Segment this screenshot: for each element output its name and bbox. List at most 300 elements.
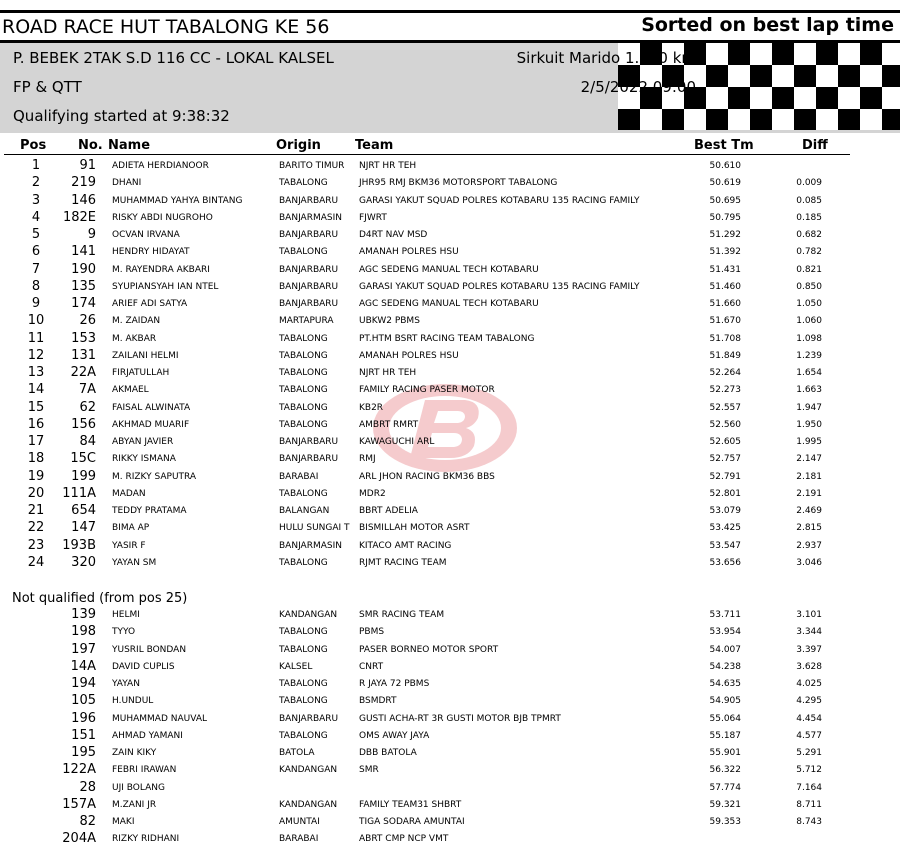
cell-no: 198 (71, 624, 96, 640)
cell-no: 22A (70, 365, 96, 380)
cell-best: 50.795 (709, 212, 741, 223)
result-row (0, 469, 900, 486)
cell-name: FEBRI IRAWAN (112, 765, 177, 776)
cell-team: RJMT RACING TEAM (359, 557, 447, 568)
cell-origin: TABALONG (279, 644, 328, 655)
cell-no: 105 (71, 693, 96, 709)
cell-best: 54.007 (709, 644, 741, 655)
flag-square (860, 43, 882, 65)
cell-diff: 7.164 (796, 782, 822, 793)
cell-origin: BANJARBARU (279, 713, 339, 724)
cell-name: MUHAMMAD NAUVAL (112, 713, 207, 724)
flag-square (794, 87, 816, 109)
cell-name: AKHMAD MUARIF (112, 419, 190, 430)
cell-diff: 1.995 (796, 437, 822, 447)
cell-name: HENDRY HIDAYAT (112, 247, 190, 258)
cell-best: 55.187 (709, 730, 741, 741)
cell-origin: TABALONG (279, 557, 328, 568)
flag-square (860, 109, 882, 130)
cell-origin: BANJARBARU (279, 264, 339, 275)
cell-name: SYUPIANSYAH IAN NTEL (112, 281, 219, 292)
cell-name: RIKKY ISMANA (112, 454, 176, 465)
cell-name: DHANI (112, 178, 142, 189)
cell-diff: 4.577 (796, 730, 822, 741)
cell-best: 50.695 (709, 195, 741, 206)
cell-origin: BANJARBARU (279, 230, 339, 240)
cell-origin: MARTAPURA (279, 316, 334, 327)
cell-no: 194 (71, 676, 96, 691)
cell-no: 147 (71, 520, 96, 536)
result-row (0, 193, 900, 210)
cell-no: 157A (62, 796, 96, 812)
cell-diff: 3.344 (796, 627, 822, 638)
cell-diff: 4.295 (796, 696, 822, 707)
cell-name: FAISAL ALWINATA (112, 402, 191, 413)
cell-team: PT.HTM BSRT RACING TEAM TABALONG (359, 333, 535, 344)
cell-diff: 0.185 (796, 212, 822, 223)
cell-name: BIMA AP (112, 523, 150, 534)
cell-origin: KALSEL (279, 661, 313, 672)
cell-origin: KANDANGAN (279, 610, 338, 620)
cell-name: UJI BOLANG (112, 782, 165, 793)
result-row (0, 279, 900, 296)
cell-diff: 2.181 (796, 471, 822, 482)
cell-team: BISMILLAH MOTOR ASRT (359, 523, 470, 534)
cell-pos: 9 (31, 296, 41, 311)
flag-square (838, 65, 860, 87)
cell-origin: TABALONG (279, 730, 328, 741)
result-row (0, 331, 900, 348)
col-name: Name (108, 138, 151, 153)
cell-diff: 3.101 (796, 610, 822, 620)
cell-name: YAYAN (112, 679, 140, 689)
cell-name: AKMAEL (112, 385, 149, 396)
cell-diff: 4.025 (796, 679, 822, 689)
cell-origin: TABALONG (279, 385, 328, 396)
cell-best: 52.791 (709, 471, 741, 482)
cell-origin: BALANGAN (279, 506, 330, 516)
cell-pos: 11 (27, 330, 45, 346)
cell-name: ABYAN JAVIER (112, 437, 174, 447)
cell-diff: 3.628 (796, 661, 822, 672)
result-row (0, 642, 900, 659)
cell-no: 193B (62, 537, 96, 553)
cell-best: 53.656 (709, 557, 741, 568)
cell-team: R JAYA 72 PBMS (359, 679, 430, 689)
cell-team: DBB BATOLA (359, 748, 417, 758)
cell-no: 62 (79, 399, 96, 415)
cell-team: FJWRT (359, 212, 387, 223)
cell-pos: 8 (31, 278, 41, 294)
flag-square (772, 87, 794, 109)
flag-square (772, 109, 794, 130)
flag-square (882, 43, 900, 65)
cell-diff: 4.454 (796, 713, 822, 724)
cell-team: AGC SEDENG MANUAL TECH KOTABARU (359, 264, 539, 275)
cell-team: ABRT CMP NCP VMT (359, 834, 449, 845)
cell-pos: 17 (27, 434, 45, 449)
cell-pos: 21 (27, 503, 45, 518)
cell-best: 51.660 (709, 299, 741, 309)
cell-name: YAYAN SM (112, 557, 157, 568)
cell-team: AMANAH POLRES HSU (359, 247, 459, 258)
cell-diff: 1.950 (796, 419, 822, 430)
event-title: ROAD RACE HUT TABALONG KE 56 (2, 16, 330, 38)
cell-team: AGC SEDENG MANUAL TECH KOTABARU (359, 299, 539, 309)
cell-no: 135 (71, 278, 96, 294)
flag-square (794, 65, 816, 87)
cell-diff: 3.397 (796, 644, 822, 655)
col-origin: Origin (276, 138, 321, 153)
cell-team: KB2R (359, 402, 384, 413)
cell-best: 59.353 (709, 817, 741, 827)
cell-origin: HULU SUNGAI T (279, 523, 350, 534)
header-rule (4, 154, 850, 155)
cell-no: 131 (71, 347, 96, 363)
cell-name: M. AKBAR (112, 333, 157, 344)
cell-name: RISKY ABDI NUGROHO (112, 212, 213, 223)
cell-diff: 1.947 (796, 402, 822, 413)
result-row (0, 348, 900, 365)
flag-square (750, 65, 772, 87)
cell-best: 53.954 (709, 627, 741, 638)
result-row (0, 313, 900, 330)
cell-origin: BANJARBARU (279, 195, 339, 206)
cell-diff: 2.147 (796, 454, 822, 465)
cell-team: GARASI YAKUT SQUAD POLRES KOTABARU 135 RACING FAMILY (359, 195, 640, 206)
cell-best: 56.322 (709, 765, 741, 776)
flag-square (750, 43, 772, 65)
cell-team: RMJ (359, 454, 376, 465)
cell-diff: 0.782 (796, 247, 822, 258)
flag-square (728, 65, 750, 87)
flag-square (860, 65, 882, 87)
cell-pos: 6 (31, 244, 41, 260)
col-pos: Pos (20, 138, 47, 153)
cell-name: ARIEF ADI SATYA (112, 299, 188, 309)
result-row (0, 831, 900, 848)
cell-team: SMR (359, 765, 379, 776)
cell-no: 195 (71, 745, 96, 760)
cell-origin: BANJARBARU (279, 437, 339, 447)
cell-origin: BANJARBARU (279, 281, 339, 292)
cell-origin: TABALONG (279, 178, 328, 189)
cell-no: 190 (71, 261, 96, 277)
cell-best: 50.619 (709, 178, 741, 189)
result-row (0, 814, 900, 831)
cell-team: FAMILY RACING PASER MOTOR (359, 385, 495, 396)
flag-square (706, 109, 728, 130)
cell-team: GUSTI ACHA-RT 3R GUSTI MOTOR BJB TPMRT (359, 713, 561, 724)
cell-team: TIGA SODARA AMUNTAI (359, 817, 465, 827)
cell-pos: 18 (27, 451, 45, 467)
cell-no: 320 (71, 554, 96, 570)
result-row (0, 451, 900, 468)
circuit-name: Sirkuit Marido 1.200 km (516, 49, 696, 67)
cell-origin: TABALONG (279, 679, 328, 689)
cell-name: TYYO (112, 627, 136, 638)
cell-name: M. RAYENDRA AKBARI (112, 264, 210, 275)
cell-pos: 14 (27, 382, 45, 398)
cell-best: 51.292 (709, 230, 741, 240)
cell-no: 151 (71, 727, 96, 743)
result-row (0, 676, 900, 693)
session-datetime: 2/5/2022 09:00 (580, 78, 696, 96)
cell-no: 111A (62, 485, 96, 501)
cell-origin: TABALONG (279, 419, 328, 430)
flag-square (816, 87, 838, 109)
result-row (0, 745, 900, 762)
cell-origin: TABALONG (279, 488, 328, 499)
result-row (0, 555, 900, 572)
cell-diff: 1.239 (796, 350, 822, 361)
cell-pos: 12 (27, 347, 45, 363)
cell-team: OMS AWAY JAYA (359, 730, 430, 741)
cell-diff: 3.046 (796, 557, 822, 568)
cell-name: ADIETA HERDIANOOR (112, 161, 209, 171)
cell-diff: 0.085 (796, 195, 822, 206)
cell-best: 52.273 (709, 385, 741, 396)
flag-square (882, 109, 900, 130)
flag-square (684, 109, 706, 130)
flag-square (882, 87, 900, 109)
cell-pos: 2 (31, 175, 41, 191)
result-row (0, 711, 900, 728)
cell-no: 84 (79, 434, 96, 449)
cell-origin: TABALONG (279, 402, 328, 413)
cell-team: AMANAH POLRES HSU (359, 350, 459, 361)
cell-origin: TABALONG (279, 350, 328, 361)
cell-name: ZAIN KIKY (112, 748, 157, 758)
flag-square (838, 109, 860, 130)
flag-square (816, 43, 838, 65)
cell-no: 141 (71, 244, 96, 260)
flag-square (860, 87, 882, 109)
cell-diff: 0.821 (796, 264, 822, 275)
cell-pos: 7 (31, 261, 41, 277)
cell-origin: BANJARMASIN (279, 540, 342, 551)
cell-team: FAMILY TEAM31 SHBRT (359, 799, 462, 810)
result-row (0, 520, 900, 537)
cell-pos: 10 (27, 313, 45, 329)
cell-no: 146 (71, 192, 96, 208)
class-name: P. BEBEK 2TAK S.D 116 CC - LOKAL KALSEL (13, 49, 334, 67)
result-row (0, 624, 900, 641)
cell-no: 26 (79, 313, 96, 329)
cell-origin: TABALONG (279, 696, 328, 707)
result-row (0, 728, 900, 745)
cell-pos: 16 (27, 416, 45, 432)
cell-team: ARL JHON RACING BKM36 BBS (359, 471, 495, 482)
cell-best: 54.905 (709, 696, 741, 707)
cell-team: D4RT NAV MSD (359, 230, 428, 240)
cell-team: NJRT HR TEH (359, 368, 417, 378)
flag-square (706, 65, 728, 87)
cell-team: PBMS (359, 627, 385, 638)
cell-name: HELMI (112, 610, 140, 620)
col-team: Team (355, 138, 394, 153)
cell-team: BBRT ADELIA (359, 506, 418, 516)
cell-team: NJRT HR TEH (359, 161, 417, 171)
cell-origin: KANDANGAN (279, 799, 338, 810)
cell-no: 204A (62, 831, 96, 847)
cell-origin: TABALONG (279, 333, 328, 344)
cell-best: 53.425 (709, 523, 741, 534)
cell-pos: 5 (31, 227, 41, 242)
cell-best: 55.064 (709, 713, 741, 724)
cell-best: 53.079 (709, 506, 741, 516)
cell-team: AMBRT RMRT (359, 419, 419, 430)
cell-diff: 1.050 (796, 299, 822, 309)
cell-origin: BANJARMASIN (279, 212, 342, 223)
cell-diff: 2.815 (796, 523, 822, 534)
cell-team: KAWAGUCHI ARL (359, 437, 435, 447)
cell-best: 50.610 (709, 161, 741, 171)
cell-no: 174 (71, 296, 96, 311)
cell-name: M. ZAIDAN (112, 316, 161, 327)
result-row (0, 659, 900, 676)
result-row (0, 210, 900, 227)
cell-origin: BANJARBARU (279, 299, 339, 309)
cell-name: H.UNDUL (112, 696, 154, 707)
cell-no: 196 (71, 710, 96, 726)
result-row (0, 762, 900, 779)
sort-note: Sorted on best lap time (641, 14, 894, 36)
result-row (0, 538, 900, 555)
cell-name: RIZKY RIDHANI (112, 834, 180, 845)
cell-no: 153 (71, 330, 96, 346)
result-row (0, 486, 900, 503)
cell-origin: TABALONG (279, 368, 328, 378)
result-row (0, 780, 900, 797)
cell-name: YASIR F (112, 540, 146, 551)
cell-team: SMR RACING TEAM (359, 610, 445, 620)
cell-pos: 20 (27, 485, 45, 501)
cell-best: 51.849 (709, 350, 741, 361)
flag-square (728, 109, 750, 130)
cell-team: UBKW2 PBMS (359, 316, 420, 327)
cell-pos: 22 (27, 520, 45, 536)
cell-origin: KANDANGAN (279, 765, 338, 776)
cell-diff: 2.191 (796, 488, 822, 499)
cell-diff: 0.009 (796, 178, 822, 189)
col-no: No. (78, 138, 103, 153)
cell-diff: 8.743 (796, 817, 822, 827)
cell-no: 654 (71, 503, 96, 518)
result-row (0, 693, 900, 710)
flag-square (618, 109, 640, 130)
top-rule (0, 10, 900, 13)
cell-pos: 3 (31, 192, 41, 208)
cell-name: AHMAD YAMANI (112, 730, 183, 741)
cell-name: TEDDY PRATAMA (112, 506, 187, 516)
cell-no: 82 (79, 814, 96, 829)
flag-square (706, 43, 728, 65)
cell-best: 59.321 (709, 799, 741, 810)
cell-best: 52.557 (709, 402, 741, 413)
cell-name: MAKI (112, 817, 135, 827)
cell-no: 91 (79, 158, 96, 173)
result-row (0, 434, 900, 451)
flag-square (706, 87, 728, 109)
cell-name: YUSRIL BONDAN (112, 644, 187, 655)
flag-square (882, 65, 900, 87)
cell-best: 54.635 (709, 679, 741, 689)
cell-diff: 1.663 (796, 385, 822, 396)
cell-origin: TABALONG (279, 627, 328, 638)
cell-no: 199 (71, 468, 96, 484)
cell-diff: 2.937 (796, 540, 822, 551)
flag-square (662, 109, 684, 130)
cell-best: 51.460 (709, 281, 741, 292)
cell-best: 52.801 (709, 488, 741, 499)
cell-diff: 2.469 (796, 506, 822, 516)
cell-no: 122A (62, 762, 96, 778)
cell-no: 139 (71, 607, 96, 622)
cell-no: 15C (70, 451, 96, 467)
col-best: Best Tm (694, 138, 754, 153)
cell-best: 51.392 (709, 247, 741, 258)
result-row (0, 296, 900, 313)
cell-diff: 0.682 (796, 230, 822, 240)
cell-pos: 15 (27, 399, 45, 415)
cell-diff: 8.711 (796, 799, 822, 810)
cell-pos: 23 (27, 537, 45, 553)
cell-no: 7A (78, 382, 96, 398)
cell-name: MADAN (112, 488, 146, 499)
col-diff: Diff (802, 138, 828, 153)
cell-pos: 24 (27, 554, 45, 570)
cell-name: FIRJATULLAH (112, 368, 170, 378)
cell-name: M.ZANI JR (112, 799, 157, 810)
cell-no: 14A (70, 658, 96, 674)
result-row (0, 607, 900, 624)
cell-best: 54.238 (709, 661, 741, 672)
cell-no: 28 (79, 779, 96, 795)
cell-team: PASER BORNEO MOTOR SPORT (359, 644, 499, 655)
cell-pos: 1 (31, 158, 41, 173)
result-row (0, 158, 900, 175)
result-row (0, 244, 900, 261)
cell-team: BSMDRT (359, 696, 397, 707)
cell-diff: 5.712 (796, 765, 822, 776)
cell-name: ZAILANI HELMI (112, 350, 179, 361)
result-row (0, 227, 900, 244)
cell-best: 55.901 (709, 748, 741, 758)
flag-square (750, 87, 772, 109)
session-name: FP & QTT (13, 78, 82, 96)
cell-diff: 1.654 (796, 368, 822, 378)
cell-team: CNRT (359, 661, 384, 672)
cell-origin: AMUNTAI (279, 817, 320, 827)
flag-square (838, 43, 860, 65)
cell-best: 57.774 (709, 782, 741, 793)
cell-best: 51.670 (709, 316, 741, 327)
cell-name: OCVAN IRVANA (112, 230, 180, 240)
result-row (0, 417, 900, 434)
cell-no: 219 (71, 175, 96, 191)
result-row (0, 797, 900, 814)
result-row (0, 400, 900, 417)
cell-name: M. RIZKY SAPUTRA (112, 471, 197, 482)
result-row (0, 262, 900, 279)
cell-team: GARASI YAKUT SQUAD POLRES KOTABARU 135 RACING FAMILY (359, 281, 640, 292)
cell-no: 197 (71, 641, 96, 657)
cell-no: 156 (71, 416, 96, 432)
cell-origin: BANJARBARU (279, 454, 339, 465)
cell-diff: 1.060 (796, 316, 822, 327)
flag-square (750, 109, 772, 130)
